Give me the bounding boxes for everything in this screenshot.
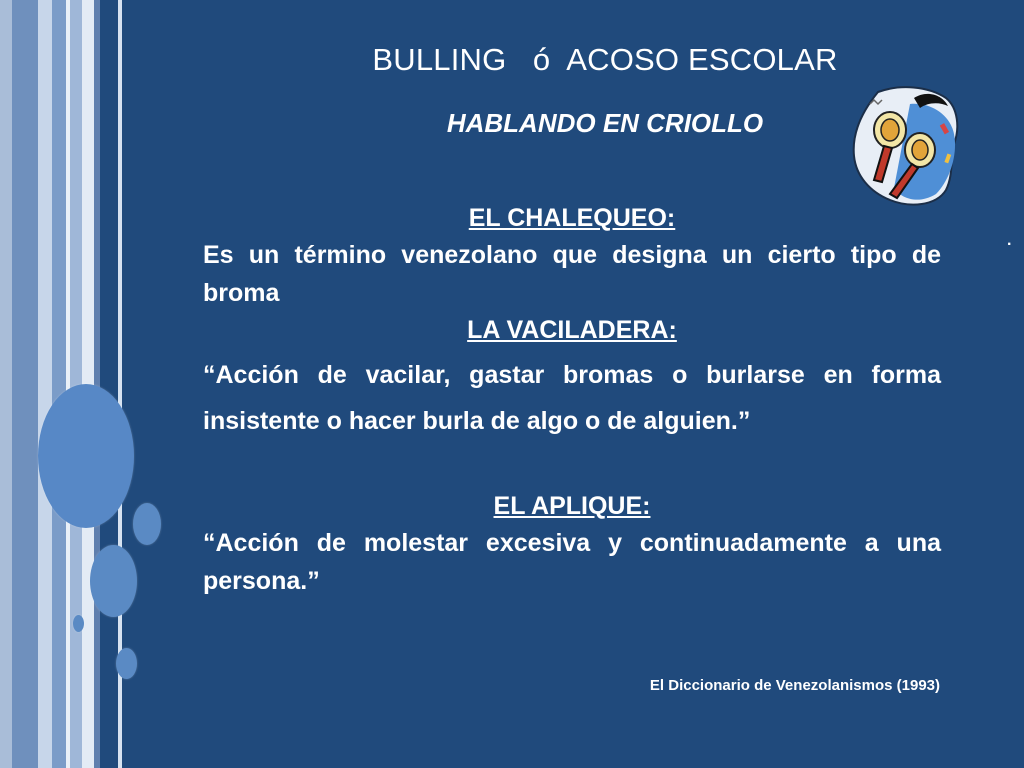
spacer (203, 444, 941, 488)
slide-subtitle: HABLANDO EN CRIOLLO (446, 108, 764, 138)
section-heading-aplique: EL APLIQUE: (493, 492, 651, 520)
decorative-circle (116, 648, 137, 679)
stripe (94, 0, 100, 768)
section-text-chalequeo: Es un término venezolano que designa un cierto tipo de broma (203, 241, 941, 307)
stripe (12, 0, 38, 768)
slide-title: BULLING ó ACOSO ESCOLAR (372, 42, 838, 77)
decorative-circle (38, 384, 134, 528)
decorative-circle (73, 615, 84, 632)
stripe (38, 0, 52, 768)
decorative-circle (133, 503, 161, 545)
decorative-stripes (0, 0, 125, 768)
section-heading-chalequeo: EL CHALEQUEO: (468, 204, 676, 232)
section-heading-vaciladera: LA VACILADERA: (467, 316, 677, 344)
section-text-vaciladera: “Acción de vacilar, gastar bromas o burlarse en forma insistente o hacer burla de algo o de alguien.” (203, 361, 941, 435)
slide-body (203, 200, 941, 600)
stripe (52, 0, 66, 768)
section-text-aplique: “Acción de molestar excesiva y continuadamente a una persona.” (203, 529, 941, 595)
stray-dot: . (1007, 232, 1012, 249)
decorative-circle (90, 545, 137, 617)
source-citation: El Diccionario de Venezolanismos (1993) (649, 677, 940, 694)
stripe (0, 0, 12, 768)
maracas-icon (850, 84, 960, 210)
